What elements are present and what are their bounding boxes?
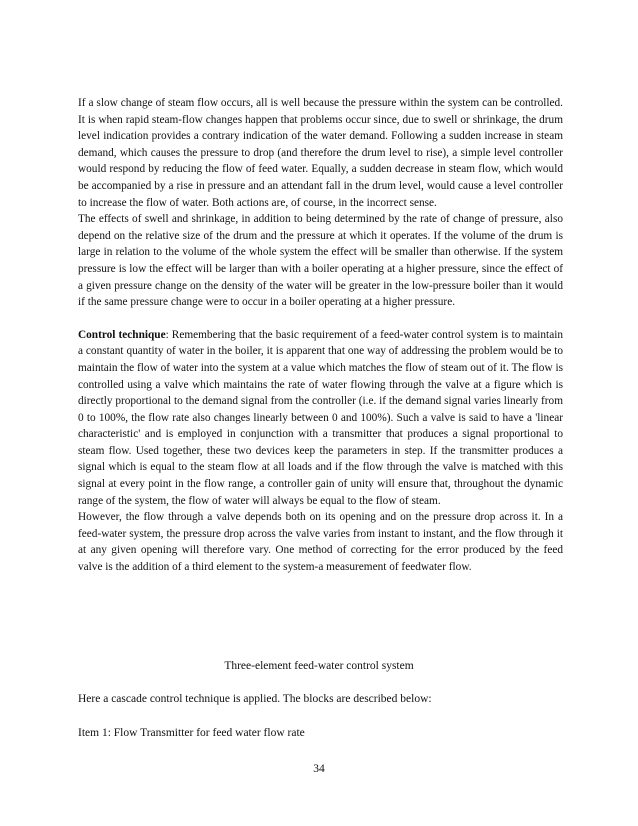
paragraph-valve-pressure-drop: However, the flow through a valve depends both on its opening and on the pressure drop across it. In a feed-water system, the pressure drop across the valve varies from instant to instant, and the flow through it at any given opening will therefore vary. One method of correcting for the error produced by the feed valve is the addition of a third element to the system-a measurement of feedwater flow. bbox=[78, 511, 563, 574]
control-technique-body: : Remembering that the basic requirement of a feed-water control system is to maintain a constant quantity of water in the boiler, it is apparent that one way of addressing the problem would be to maintain the flow of water into the system at a value which matches the flow of steam out of it. The flow is controlled using a valve which maintains the rate of water flowing through the valve at a figure which is directly proportional to the demand signal from the controller (i.e. if the demand signal varies linearly from 0 to 100%, the flow rate also changes linearly between 0 and 100%). Such a valve is said to have a 'linear characteristic' and is employed in conjunction with a transmitter that produces a signal proportional to steam flow. Used together, these two devices keep the parameters in step. If the transmitter produces a signal which is equal to the steam flow at all loads and if the flow through the valve is matched with this signal at every point in the flow range, a controller gain of unity will ensure that, throughout the dynamic range of the system, the flow of water will always be equal to the flow of steam. bbox=[78, 328, 563, 507]
body-text bbox=[78, 95, 563, 576]
paragraph-swell-shrinkage-effects: The effects of swell and shrinkage, in addition to being determined by the rate of change of pressure, also depend on the relative size of the drum and the pressure at which it operates. If the volume of the drum is large in relation to the volume of the whole system the effect will be smaller than otherwise. If the system pressure is low the effect will be larger than with a boiler operating at a higher pressure, since the effect of a given pressure change on the density of the water will be greater in the low-pressure boiler than it would if the same pressure change were to occur in a boiler operating at a higher pressure. bbox=[78, 213, 563, 309]
paragraph-swell-shrinkage-intro: If a slow change of steam flow occurs, all is well because the pressure within the system can be controlled. It is when rapid steam-flow changes happen that problems occur since, due to swell or shrinkage, the drum level indication provides a contrary indication of the water demand. Following a sudden increase in steam demand, which causes the pressure to drop (and therefore the drum level to rise), a simple level controller would respond by reducing the flow of feed water. Equally, a sudden decrease in steam flow, which would be accompanied by a rise in pressure and an attendant fall in the drum level, would cause a level controller to increase the flow of water. Both actions are, of course, in the incorrect sense. bbox=[78, 97, 563, 209]
item-1-description: Item 1: Flow Transmitter for feed water flow rate bbox=[78, 727, 305, 739]
cascade-description: Here a cascade control technique is applied. The blocks are described below: bbox=[78, 693, 432, 705]
page-number: 34 bbox=[313, 763, 325, 775]
paragraph-control-technique bbox=[78, 327, 563, 510]
control-technique-heading: Control technique bbox=[78, 328, 166, 341]
section-caption: Three-element feed-water control system bbox=[224, 660, 414, 672]
